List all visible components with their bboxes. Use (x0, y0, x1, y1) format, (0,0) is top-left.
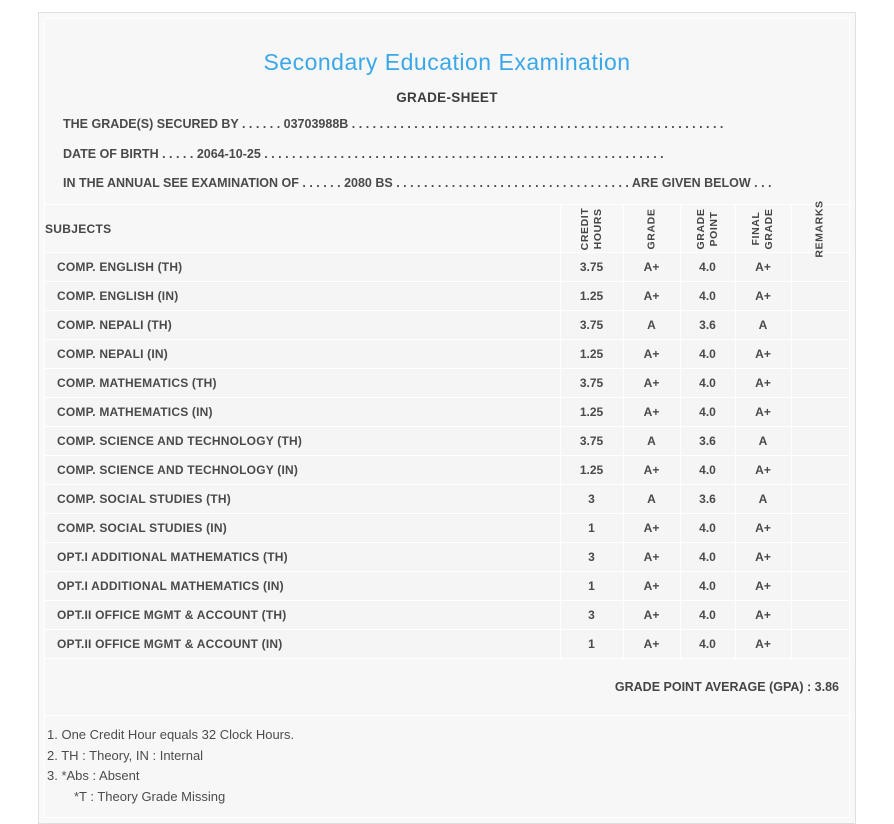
credit-hours-cell: 1.25 (560, 456, 623, 485)
remarks-cell (791, 311, 849, 340)
column-header-credit-hours: CREDIT HOURS (560, 205, 623, 253)
table-row (45, 630, 849, 659)
table-row (45, 369, 849, 398)
info-value: 2064-10-25 (196, 146, 261, 161)
grade-point-cell: 4.0 (680, 369, 735, 398)
credit-hours-cell: 3 (560, 543, 623, 572)
credit-hours-cell: 1 (560, 514, 623, 543)
subject-cell: OPT.I ADDITIONAL MATHEMATICS (TH) (45, 543, 560, 572)
final-grade-cell: A+ (735, 630, 791, 659)
final-grade-cell: A (735, 485, 791, 514)
subject-cell: COMP. SOCIAL STUDIES (TH) (45, 485, 560, 514)
dot-leader: . . . . . . . . . . . . . . . . . . . . . . . . . . . . . . . . . . . . . . . . . . . . . . . . . . . . . . (351, 117, 724, 131)
grade-cell: A+ (623, 630, 680, 659)
table-row (45, 572, 849, 601)
grades-section (45, 199, 849, 807)
remarks-cell (791, 485, 849, 514)
final-grade-cell: A+ (735, 282, 791, 311)
final-grade-cell: A+ (735, 369, 791, 398)
subject-cell: COMP. SCIENCE AND TECHNOLOGY (IN) (45, 456, 560, 485)
grade-point-cell: 4.0 (680, 340, 735, 369)
credit-hours-cell: 3.75 (560, 369, 623, 398)
grade-cell: A+ (623, 543, 680, 572)
grade-cell: A+ (623, 601, 680, 630)
footnotes (45, 716, 849, 807)
grade-point-cell: 4.0 (680, 630, 735, 659)
table-row (45, 311, 849, 340)
remarks-cell (791, 630, 849, 659)
remarks-cell (791, 514, 849, 543)
grade-cell: A+ (623, 369, 680, 398)
grade-point-cell: 3.6 (680, 485, 735, 514)
grade-cell: A+ (623, 340, 680, 369)
column-header-subjects: SUBJECTS (45, 205, 560, 253)
table-row (45, 456, 849, 485)
final-grade-cell: A+ (735, 456, 791, 485)
column-header-grade: GRADE (623, 205, 680, 253)
remarks-cell (791, 340, 849, 369)
column-header-grade-point: GRADE POINT (680, 205, 735, 253)
subject-cell: COMP. ENGLISH (TH) (45, 253, 560, 282)
page-title: Secondary Education Examination (263, 49, 631, 75)
column-header-remarks: REMARKS (791, 205, 849, 253)
grade-cell: A+ (623, 398, 680, 427)
gpa-text: GRADE POINT AVERAGE (GPA) : 3.86 (614, 680, 839, 694)
final-grade-cell: A+ (735, 398, 791, 427)
dot-leader: . . . . . . (302, 176, 341, 190)
credit-hours-cell: 3.75 (560, 253, 623, 282)
credit-hours-cell: 3 (560, 601, 623, 630)
page-subtitle: GRADE-SHEET (396, 90, 498, 105)
table-row (45, 514, 849, 543)
credit-hours-cell: 1 (560, 572, 623, 601)
subject-cell: OPT.II OFFICE MGMT & ACCOUNT (TH) (45, 601, 560, 630)
grade-cell: A (623, 485, 680, 514)
grade-cell: A (623, 427, 680, 456)
final-grade-cell: A+ (735, 514, 791, 543)
credit-hours-cell: 3.75 (560, 311, 623, 340)
grade-point-cell: 4.0 (680, 253, 735, 282)
grades-table (45, 199, 849, 659)
grade-sheet-inner (44, 18, 850, 818)
grade-point-cell: 4.0 (680, 572, 735, 601)
table-row (45, 282, 849, 311)
credit-hours-cell: 1.25 (560, 282, 623, 311)
student-info-lines (63, 116, 841, 205)
dot-leader: . . . . . . . . . . . . . . . . . . . . . . . . . . . . . . . . . . . . . . . . . . . . . . . . . . . . . . . . . . (264, 146, 664, 161)
info-label: IN THE ANNUAL SEE EXAMINATION OF (63, 176, 299, 190)
footnote: 1. One Credit Hour equals 32 Clock Hours. (47, 727, 295, 742)
info-value: 03703988B (283, 117, 349, 131)
subject-cell: OPT.I ADDITIONAL MATHEMATICS (IN) (45, 572, 560, 601)
dot-leader: . . . . . . . . . . . . . . . . . . . . . . . . . . . . . . . . . . (396, 176, 629, 190)
grade-cell: A+ (623, 572, 680, 601)
info-suffix: ARE GIVEN BELOW (631, 176, 751, 190)
table-header-row (45, 205, 849, 253)
credit-hours-cell: 1.25 (560, 398, 623, 427)
remarks-cell (791, 427, 849, 456)
subject-cell: COMP. MATHEMATICS (IN) (45, 398, 560, 427)
grade-point-cell: 3.6 (680, 427, 735, 456)
grade-point-cell: 4.0 (680, 543, 735, 572)
grade-cell: A+ (623, 253, 680, 282)
credit-hours-cell: 1 (560, 630, 623, 659)
remarks-cell (791, 369, 849, 398)
grade-cell: A (623, 311, 680, 340)
table-row (45, 601, 849, 630)
grade-point-cell: 4.0 (680, 514, 735, 543)
grade-point-cell: 3.6 (680, 311, 735, 340)
subject-cell: OPT.II OFFICE MGMT & ACCOUNT (IN) (45, 630, 560, 659)
final-grade-cell: A+ (735, 601, 791, 630)
grade-point-cell: 4.0 (680, 456, 735, 485)
grade-sheet-card (38, 12, 856, 824)
dot-leader: . . . (754, 176, 772, 190)
grade-point-cell: 4.0 (680, 398, 735, 427)
footnote: *T : Theory Grade Missing (74, 788, 226, 804)
credit-hours-cell: 1.25 (560, 340, 623, 369)
info-value: 2080 BS (344, 176, 393, 190)
final-grade-cell: A+ (735, 253, 791, 282)
grade-cell: A+ (623, 514, 680, 543)
table-row (45, 398, 849, 427)
column-header-final-grade: FINAL GRADE (735, 205, 791, 253)
footnote: 2. TH : Theory, IN : Internal (47, 747, 204, 763)
dot-leader: . . . . . (162, 146, 194, 161)
remarks-cell (791, 543, 849, 572)
student-info-line (63, 116, 841, 146)
grade-point-cell: 4.0 (680, 282, 735, 311)
subject-cell: COMP. SOCIAL STUDIES (IN) (45, 514, 560, 543)
remarks-cell (791, 282, 849, 311)
subject-cell: COMP. SCIENCE AND TECHNOLOGY (TH) (45, 427, 560, 456)
remarks-cell (791, 572, 849, 601)
credit-hours-cell: 3 (560, 485, 623, 514)
info-label: THE GRADE(S) SECURED BY (63, 117, 239, 131)
credit-hours-cell: 3.75 (560, 427, 623, 456)
table-row (45, 340, 849, 369)
student-info-line (63, 175, 841, 205)
remarks-cell (791, 601, 849, 630)
subject-cell: COMP. NEPALI (TH) (45, 311, 560, 340)
table-row (45, 427, 849, 456)
footnote: 3. *Abs : Absent (47, 768, 140, 783)
gpa-summary (45, 659, 849, 716)
dot-leader: . . . . . . (241, 117, 281, 131)
table-row (45, 543, 849, 572)
grade-cell: A+ (623, 456, 680, 485)
final-grade-cell: A+ (735, 572, 791, 601)
subject-cell: COMP. ENGLISH (IN) (45, 282, 560, 311)
student-info-line (63, 146, 841, 176)
final-grade-cell: A (735, 311, 791, 340)
final-grade-cell: A+ (735, 340, 791, 369)
final-grade-cell: A (735, 427, 791, 456)
remarks-cell (791, 398, 849, 427)
subject-cell: COMP. NEPALI (IN) (45, 340, 560, 369)
grade-cell: A+ (623, 282, 680, 311)
subject-cell: COMP. MATHEMATICS (TH) (45, 369, 560, 398)
grade-point-cell: 4.0 (680, 601, 735, 630)
info-label: DATE OF BIRTH (63, 146, 159, 161)
final-grade-cell: A+ (735, 543, 791, 572)
table-row (45, 485, 849, 514)
table-row (45, 253, 849, 282)
remarks-cell (791, 456, 849, 485)
